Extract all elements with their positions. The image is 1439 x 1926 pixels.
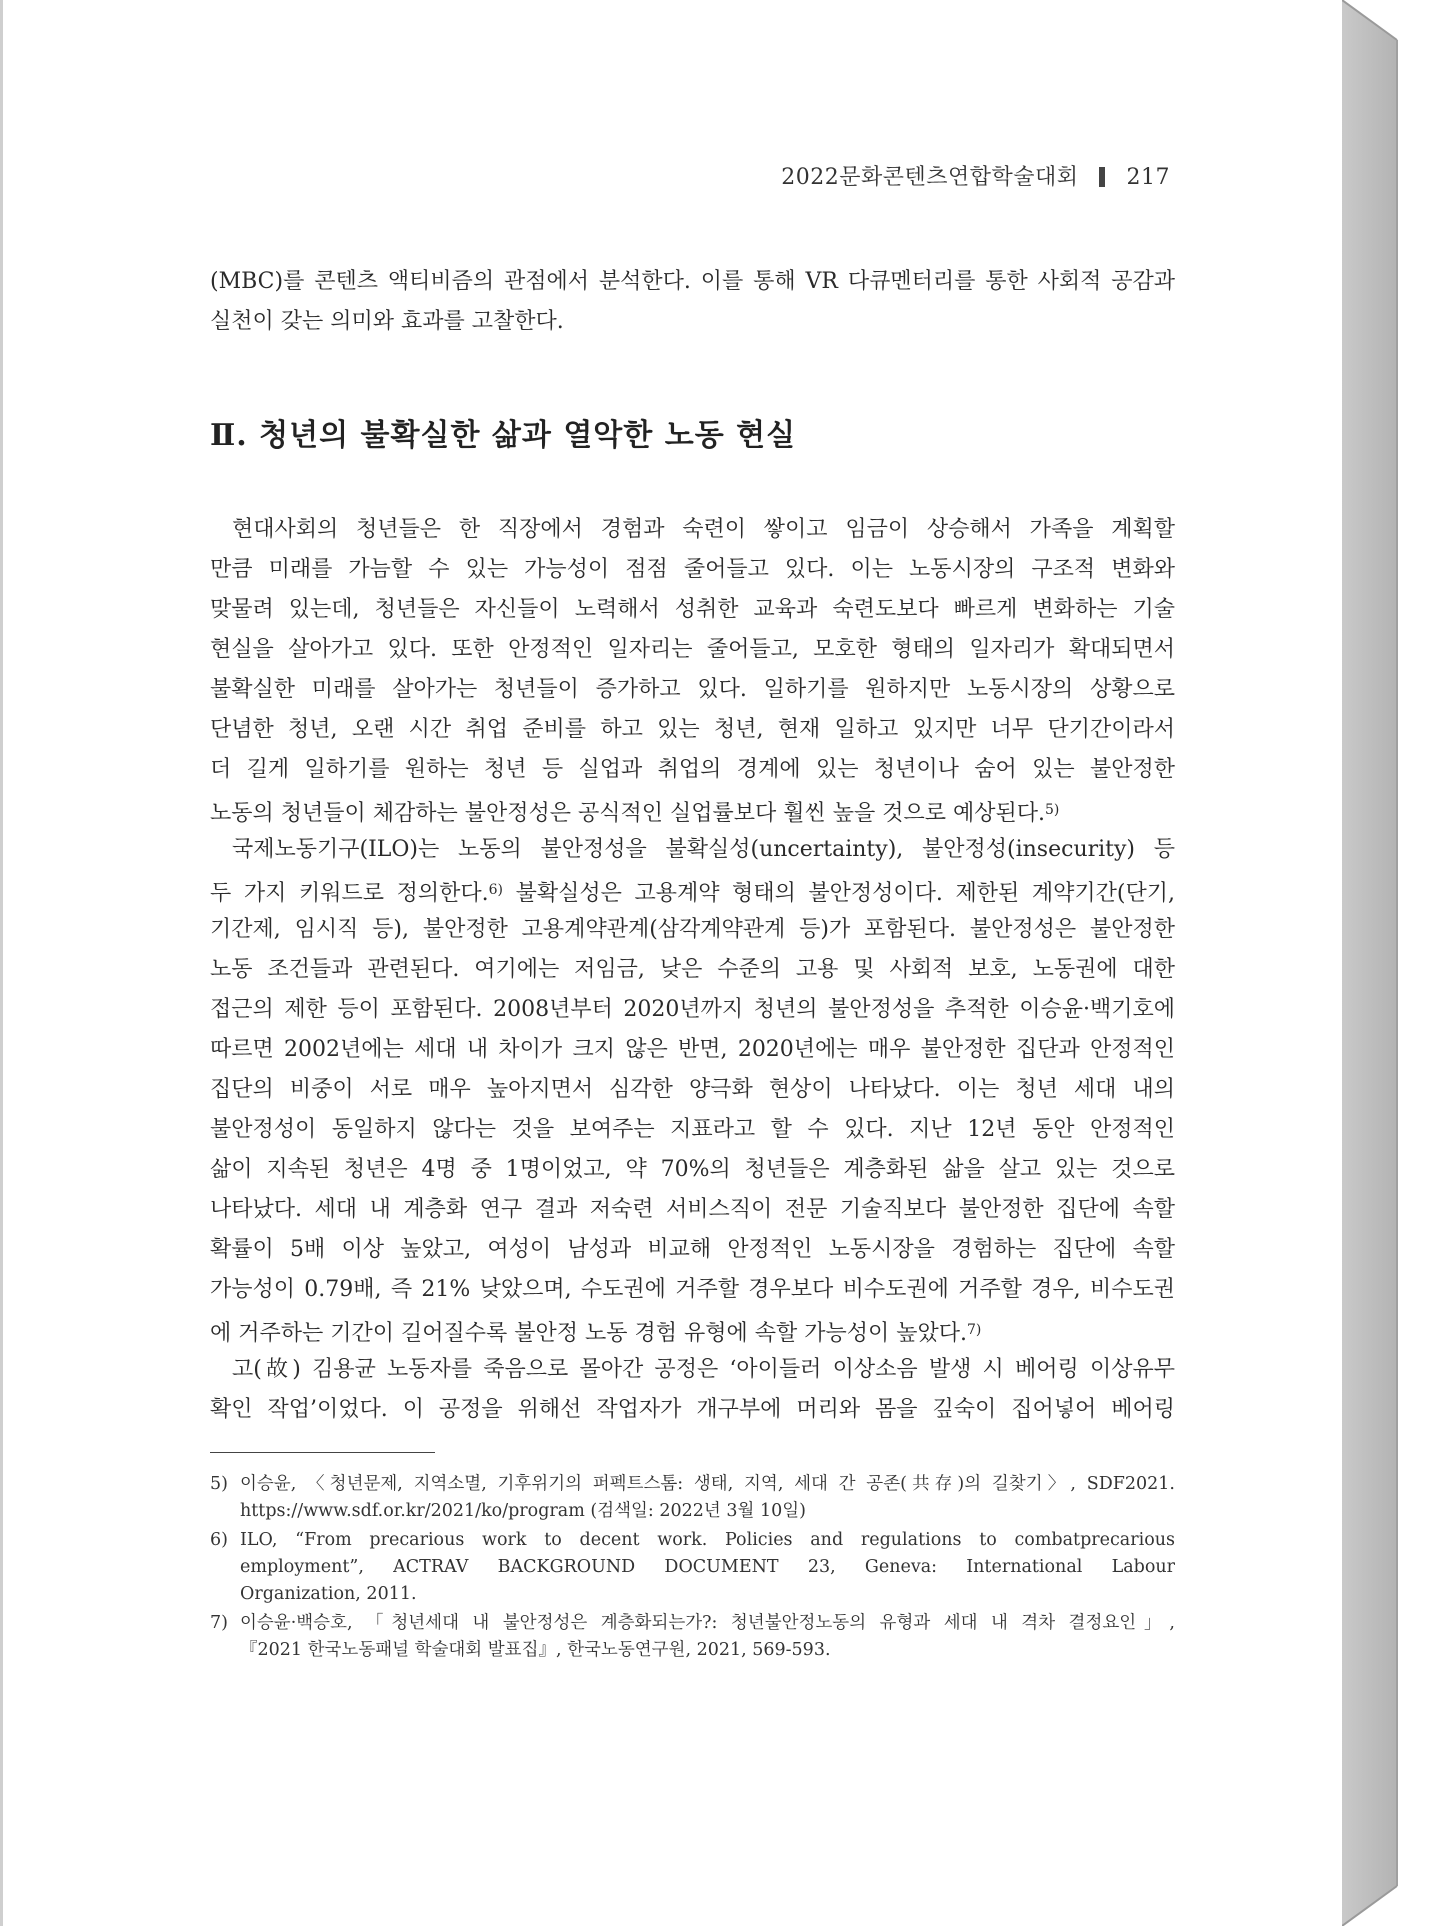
page-number: 217 (1126, 165, 1170, 190)
paragraph-line: 집단의 비중이 서로 매우 높아지면서 심각한 양극화 현상이 나타났다. 이는 청년 세대 내의 (210, 1077, 1175, 1102)
paragraph-line (210, 1310, 1175, 1350)
paragraph-line: 삶이 지속된 청년은 4명 중 1명이었고, 약 70%의 청년들은 계층화된 삶을 살고 있는 것으로 (210, 1157, 1175, 1182)
page-stack-shading (1342, 0, 1439, 1926)
header-title: 2022문화콘텐츠연합학술대회 (781, 165, 1079, 190)
footnote-ref[interactable]: 6) (488, 882, 503, 898)
paragraph-text: 에 거주하는 기간이 길어질수록 불안정 노동 경험 유형에 속할 가능성이 높았다. (210, 1321, 967, 1346)
page-stack-edge (1342, 0, 1439, 1926)
paragraph-line: 확률이 5배 이상 높았고, 여성이 남성과 비교해 안정적인 노동시장을 경험하는 집단에 속할 (210, 1237, 1175, 1262)
footnotes (210, 1471, 1175, 1664)
paragraph-line: 맞물려 있는데, 청년들은 자신들이 노력해서 성취한 교육과 숙련도보다 빠르게 변화하는 기술 (210, 597, 1175, 622)
footnote-ref[interactable]: 5) (1045, 802, 1060, 818)
paragraph-line (210, 870, 1175, 910)
footnote-text: 이승윤·백승호, 「청년세대 내 불안정성은 계층화되는가?: 청년불안정노동의 유형과 세대 내 격차 결정요인」, (240, 1613, 1175, 1633)
paragraph-text: 노동의 청년들이 체감하는 불안정성은 공식적인 실업률보다 훨씬 높을 것으로 예상된다. (210, 801, 1046, 826)
paragraph-line: 현대사회의 청년들은 한 직장에서 경험과 숙련이 쌓이고 임금이 상승해서 가족을 계획할 (232, 517, 1175, 542)
paragraph-line: 확인 작업’이었다. 이 공정을 위해선 작업자가 개구부에 머리와 몸을 깊숙이 집어넣어 베어링 (210, 1397, 1175, 1422)
footnote-text: 『2021 한국노동패널 학술대회 발표집』, 한국노동연구원, 2021, 569-593. (240, 1640, 831, 1660)
paragraph-line: 만큼 미래를 가늠할 수 있는 가능성이 점점 줄어들고 있다. 이는 노동시장의 구조적 변화와 (210, 557, 1175, 582)
paragraph-line: 나타났다. 세대 내 계층화 연구 결과 저숙련 서비스직이 전문 기술직보다 불안정한 집단에 속할 (210, 1197, 1175, 1222)
paragraph-line: 더 길게 일하기를 원하는 청년 등 실업과 취업의 경계에 있는 청년이나 숨어 있는 불안정한 (210, 757, 1175, 782)
intro-line: 실천이 갖는 의미와 효과를 고찰한다. (210, 309, 564, 334)
paragraph-line: 고(故) 김용균 노동자를 죽음으로 몰아간 공정은 ‘아이들러 이상소음 발생 시 베어링 이상유무 (232, 1357, 1175, 1382)
paragraph-2 (210, 830, 1175, 1350)
footnote-text: ILO, “From precarious work to decent work. Policies and regulations to combatprecarious (240, 1530, 1175, 1550)
paragraph-line: 국제노동기구(ILO)는 노동의 불안정성을 불확실성(uncertainty), 불안정성(insecurity) 등 (232, 837, 1175, 862)
paragraph-1 (210, 510, 1175, 830)
paragraph-line: 가능성이 0.79배, 즉 21% 낮았으며, 수도권에 거주할 경우보다 비수도권에 거주할 경우, 비수도권 (210, 1277, 1175, 1302)
footnote-ref[interactable]: 7) (967, 1322, 982, 1338)
paragraph-line: 단념한 청년, 오랜 시간 취업 준비를 하고 있는 청년, 현재 일하고 있지만 너무 단기간이라서 (210, 717, 1175, 742)
paragraph-line: 불안정성이 동일하지 않다는 것을 보여주는 지표라고 할 수 있다. 지난 12년 동안 안정적인 (210, 1117, 1175, 1142)
header-separator (1099, 167, 1105, 187)
footnote-number: 6) (210, 1530, 228, 1550)
footnote-5 (210, 1471, 1175, 1525)
paragraph-line: 따르면 2002년에는 세대 내 차이가 크지 않은 반면, 2020년에는 매우 불안정한 집단과 안정적인 (210, 1037, 1175, 1062)
paragraph-text: 두 가지 키워드로 정의한다. (210, 881, 489, 906)
footnote-number: 5) (210, 1474, 228, 1494)
section-heading: Ⅱ. 청년의 불확실한 삶과 열악한 노동 현실 (210, 418, 797, 453)
paragraph-line: 노동 조건들과 관련된다. 여기에는 저임금, 낮은 수준의 고용 및 사회적 보호, 노동권에 대한 (210, 957, 1175, 982)
paragraph-text: 불확실성은 고용계약 형태의 불안정성이다. 제한된 계약기간(단기, (502, 881, 1175, 906)
footnote-text: Organization, 2011. (240, 1584, 417, 1604)
paragraph-3 (210, 1350, 1175, 1430)
paragraph-line (210, 790, 1175, 830)
intro-line: (MBC)를 콘텐츠 액티비즘의 관점에서 분석한다. 이를 통해 VR 다큐멘터리를 통한 사회적 공감과 (210, 269, 1175, 294)
paragraph-line: 현실을 살아가고 있다. 또한 안정적인 일자리는 줄어들고, 모호한 형태의 일자리가 확대되면서 (210, 637, 1175, 662)
paragraph-line: 불확실한 미래를 살아가는 청년들이 증가하고 있다. 일하기를 원하지만 노동시장의 상황으로 (210, 677, 1175, 702)
paragraph-line: 접근의 제한 등이 포함된다. 2008년부터 2020년까지 청년의 불안정성을 추적한 이승윤·백기호에 (210, 997, 1175, 1022)
running-header (781, 160, 1170, 191)
footnote-number: 7) (210, 1613, 228, 1633)
footnote-7 (210, 1610, 1175, 1664)
footnote-text: employment”, ACTRAV BACKGROUND DOCUMENT 23, Geneva: International Labour (240, 1557, 1175, 1577)
paragraph-line: 기간제, 임시직 등), 불안정한 고용계약관계(삼각계약관계 등)가 포함된다. 불안정성은 불안정한 (210, 917, 1175, 942)
body-text (210, 262, 1175, 1666)
footnote-divider (210, 1452, 435, 1453)
footnote-6 (210, 1527, 1175, 1608)
footnote-link[interactable]: https://www.sdf.or.kr/2021/ko/program (검색일: 2022년 3월 10일) (240, 1501, 806, 1521)
footnote-text: 이승윤, 〈청년문제, 지역소멸, 기후위기의 퍼펙트스톰: 생태, 지역, 세대 간 공존(共存)의 길찾기〉, SDF2021. (240, 1474, 1175, 1494)
